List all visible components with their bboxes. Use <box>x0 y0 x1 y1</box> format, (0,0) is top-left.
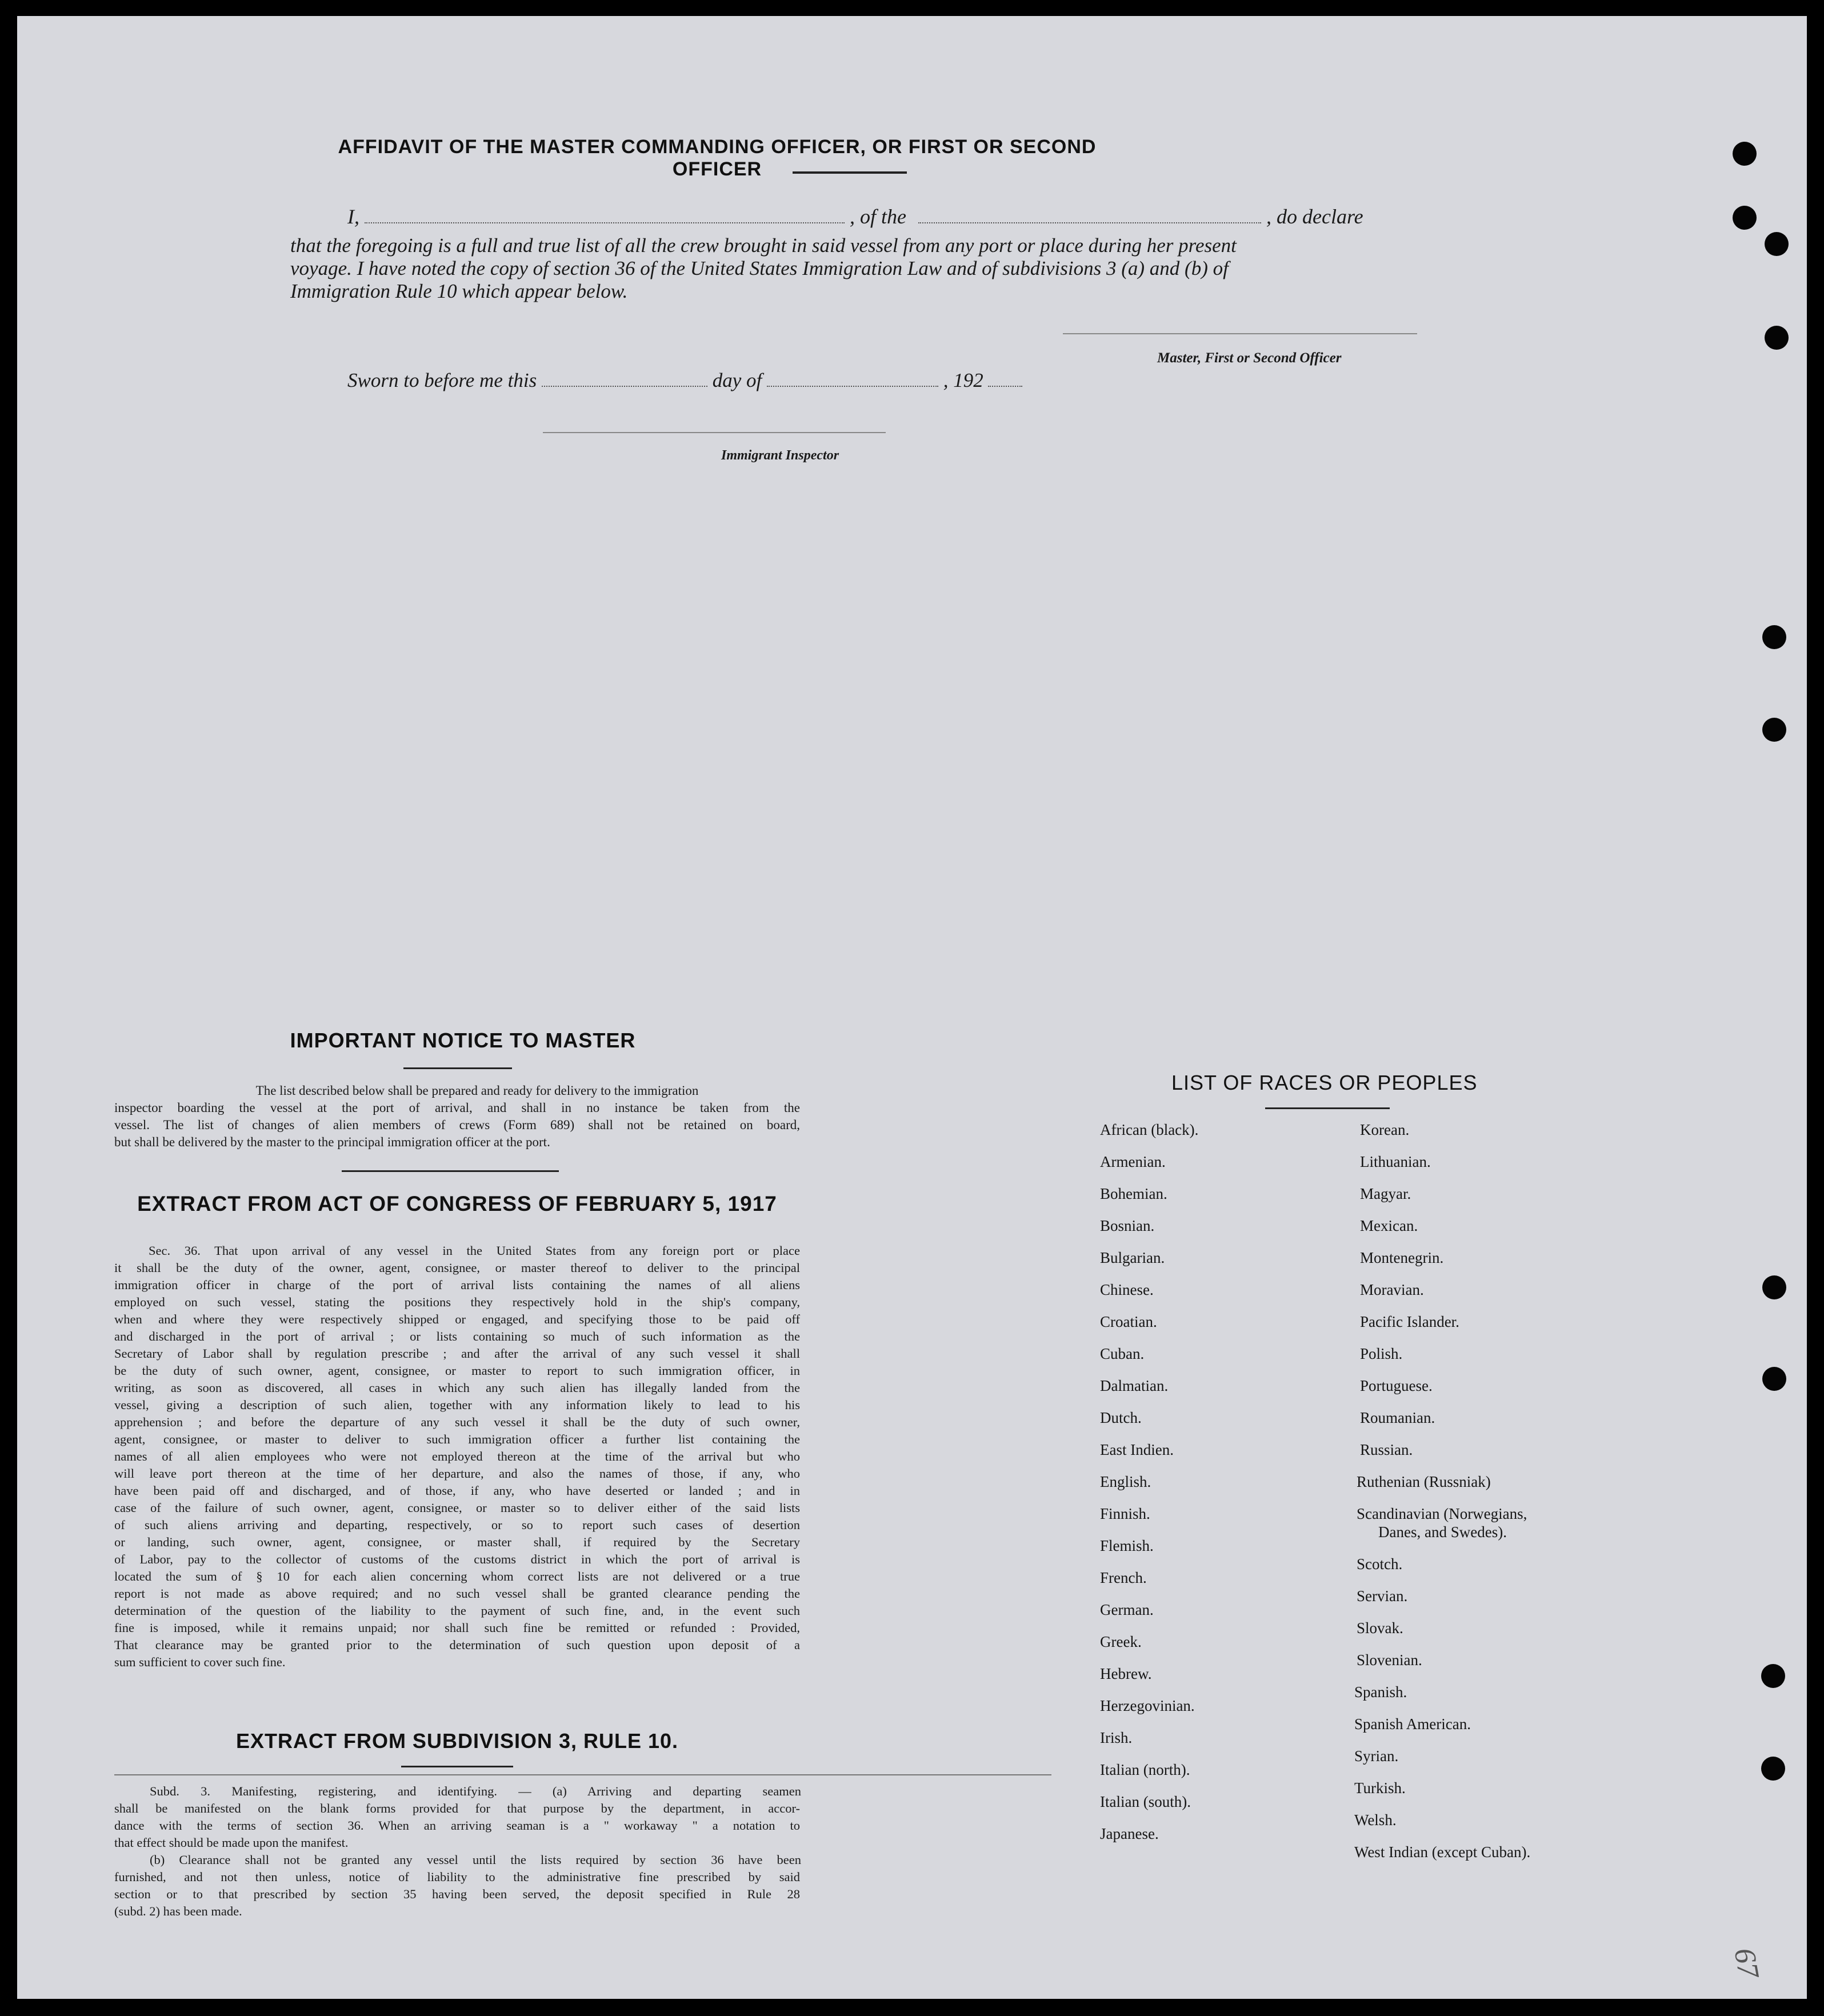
affidavit-of-the: , of the <box>850 205 906 228</box>
act-line: apprehension ; and before the departure of any such vessel it shall be the duty of such owner, <box>114 1415 800 1429</box>
act-line: writing, as soon as discovered, all cases in which any such alien has illegally landed from the <box>114 1381 800 1395</box>
signature-line[interactable] <box>1063 333 1417 334</box>
act-line: Secretary of Labor shall by regulation prescribe ; and after the arrival of any such vessel it shall <box>114 1346 800 1361</box>
race-item: Slovenian. <box>1357 1651 1422 1669</box>
day-blank[interactable] <box>542 386 707 387</box>
act-line: case of the failure of such owner, agent, consignee, or master so to deliver either of the said lists <box>114 1501 800 1515</box>
name-blank[interactable] <box>365 222 845 223</box>
binder-hole <box>1762 625 1786 649</box>
race-item: Japanese. <box>1100 1825 1159 1842</box>
inspector-label: Immigrant Inspector <box>721 448 839 463</box>
race-item: West Indian (except Cuban). <box>1354 1843 1531 1861</box>
act-line: have been paid off and discharged, and of those, if any, who have deserted or landed ; and in <box>114 1483 800 1498</box>
rule-line: (subd. 2) has been made. <box>114 1904 242 1918</box>
act-line: located the sum of § 10 for each alien concerning whom correct lists are not delivered or a true <box>114 1569 800 1583</box>
race-item: Korean. <box>1360 1121 1410 1138</box>
race-item: Ruthenian (Russniak) <box>1357 1473 1491 1490</box>
act-line: or landing, such owner, agent, consignee, or master shall, if required by the Secretary <box>114 1535 800 1549</box>
race-item: Spanish American. <box>1354 1715 1471 1733</box>
race-item: Lithuanian. <box>1360 1153 1431 1170</box>
race-item: Cuban. <box>1100 1345 1145 1362</box>
affidavit-line-1 <box>347 205 1363 229</box>
race-item: Scandinavian (Norwegians, <box>1357 1505 1527 1522</box>
rule-line: section or to that prescribed by section 35 having been served, the deposit specified in Rule 28 <box>114 1887 800 1901</box>
race-item: English. <box>1100 1473 1151 1490</box>
race-item: Herzegovinian. <box>1100 1697 1195 1714</box>
binder-hole <box>1765 326 1789 350</box>
notice-title-rule <box>403 1067 512 1069</box>
race-item: Slovak. <box>1357 1619 1403 1637</box>
race-item: Russian. <box>1360 1441 1413 1458</box>
race-item: Hebrew. <box>1100 1665 1152 1682</box>
race-item: German. <box>1100 1601 1154 1618</box>
race-item: Spanish. <box>1354 1683 1407 1701</box>
race-item: French. <box>1100 1569 1147 1586</box>
binder-hole <box>1762 1367 1786 1391</box>
sworn-line <box>347 369 1022 392</box>
binder-hole <box>1733 206 1757 230</box>
race-item: Italian (south). <box>1100 1793 1191 1810</box>
race-item: Welsh. <box>1354 1811 1397 1829</box>
year-text: , 192 <box>943 369 983 391</box>
act-line: and discharged in the port of arrival ; or lists containing so much of such information as the <box>114 1329 800 1343</box>
race-item: Magyar. <box>1360 1185 1411 1202</box>
race-item: Croatian. <box>1100 1313 1157 1330</box>
race-item: Servian. <box>1357 1587 1408 1605</box>
affidavit-line-3: voyage. I have noted the copy of section 36 of the United States Immigration Law and of subdivisions 3 (a) and (b) of <box>290 257 1229 279</box>
race-item: Flemish. <box>1100 1537 1154 1554</box>
race-item: Greek. <box>1100 1633 1142 1650</box>
race-item: Finnish. <box>1100 1505 1150 1522</box>
race-item: Italian (north). <box>1100 1761 1190 1778</box>
race-item: Dalmatian. <box>1100 1377 1169 1394</box>
race-item: Turkish. <box>1354 1779 1406 1797</box>
act-line: names of all alien employees who were not employed thereon at the time of the arrival but who <box>114 1449 800 1463</box>
race-item: Moravian. <box>1360 1281 1424 1298</box>
race-item: Irish. <box>1100 1729 1133 1746</box>
affidavit-line-4: Immigration Rule 10 which appear below. <box>290 280 628 302</box>
binder-hole <box>1762 718 1786 742</box>
act-line: determination of the question of the liability to the payment of such fine, and, in the event such <box>114 1603 800 1618</box>
affidavit-declare: , do declare <box>1266 205 1363 228</box>
notice-line: The list described below shall be prepared and ready for delivery to the immigration <box>255 1083 699 1098</box>
race-item: Portuguese. <box>1360 1377 1433 1394</box>
notice-divider <box>342 1170 559 1172</box>
margin-handwriting: 67 <box>1727 1945 1765 1981</box>
affidavit-i: I, <box>347 205 359 228</box>
rule-line: dance with the terms of section 36. When an arriving seaman is a " workaway " a notation to <box>114 1818 800 1833</box>
affidavit-line-2: that the foregoing is a full and true list of all the crew brought in said vessel from any port or place during her present <box>290 234 1237 257</box>
binder-hole <box>1765 232 1789 256</box>
race-item: Chinese. <box>1100 1281 1154 1298</box>
act-line: of such aliens arriving and departing, respectively, or so to report such cases of desertion <box>114 1518 800 1532</box>
race-item: African (black). <box>1100 1121 1199 1138</box>
sworn-text: Sworn to before me this <box>347 369 537 391</box>
signer-label: Master, First or Second Officer <box>1157 350 1342 366</box>
race-item: Bulgarian. <box>1100 1249 1165 1266</box>
race-item: Pacific Islander. <box>1360 1313 1459 1330</box>
vessel-blank[interactable] <box>918 222 1261 223</box>
act-line: it shall be the duty of the owner, agent, consignee, or master thereof to deliver to the principal <box>114 1261 800 1275</box>
act-line: immigration officer in charge of the port of arrival lists containing the names of all aliens <box>114 1278 800 1292</box>
inspector-signature-line[interactable] <box>543 432 886 433</box>
binder-hole <box>1733 142 1757 166</box>
act-line: report is not made as above required; and no such vessel shall be granted clearance pending the <box>114 1586 800 1601</box>
race-item: Danes, and Swedes). <box>1378 1523 1507 1541</box>
rule-line: furnished, and not then unless, notice of liability to the administrative fine prescribed by said <box>114 1870 800 1884</box>
notice-line: but shall be delivered by the master to the principal immigration officer at the port. <box>114 1135 550 1149</box>
page-fold-line <box>114 1774 1051 1775</box>
race-item: Bohemian. <box>1100 1185 1167 1202</box>
race-item: Armenian. <box>1100 1153 1166 1170</box>
races-title-rule <box>1265 1107 1390 1109</box>
act-line: sum sufficient to cover such fine. <box>114 1655 286 1669</box>
act-line: of Labor, pay to the collector of customs of the customs district in which the port of arrival is <box>114 1552 800 1566</box>
rule-line: (b) Clearance shall not be granted any vessel until the lists required by section 36 have been <box>150 1853 801 1867</box>
rule-line: that effect should be made upon the manifest. <box>114 1835 349 1850</box>
act-line: Sec. 36. That upon arrival of any vessel in the United States from any foreign port or place <box>149 1243 800 1258</box>
month-blank[interactable] <box>767 386 938 387</box>
act-line: employed on such vessel, stating the positions they respectively hold in the ship's company, <box>114 1295 800 1309</box>
binder-hole <box>1762 1275 1786 1299</box>
notice-title: IMPORTANT NOTICE TO MASTER <box>290 1029 636 1052</box>
year-blank[interactable] <box>988 386 1022 387</box>
affidavit-title-rule <box>793 171 907 174</box>
rule-line: Subd. 3. Manifesting, registering, and identifying. — (a) Arriving and departing seamen <box>150 1784 801 1798</box>
act-line: vessel, giving a description of such alien, together with any information likely to lead to his <box>114 1398 800 1412</box>
document-page <box>17 16 1807 1999</box>
act-line: when and where they were respectively shipped or engaged, and specifying those to be paid off <box>114 1312 800 1326</box>
act-line: That clearance may be granted prior to the determination of such question upon deposit of a <box>114 1638 800 1652</box>
race-item: Scotch. <box>1357 1555 1403 1573</box>
rule-line: shall be manifested on the blank forms provided for that purpose by the department, in accor- <box>114 1801 800 1815</box>
act-line: will leave port thereon at the time of her departure, and also the names of those, if any, who <box>114 1466 800 1481</box>
affidavit-title: AFFIDAVIT OF THE MASTER COMMANDING OFFICER, OR FIRST OR SECOND OFFICER <box>338 136 1097 180</box>
day-of-text: day of <box>712 369 762 391</box>
act-line: fine is imposed, while it remains unpaid; nor shall such fine be remitted or refunded : Provided, <box>114 1621 800 1635</box>
binder-hole <box>1761 1757 1785 1781</box>
rule-title: EXTRACT FROM SUBDIVISION 3, RULE 10. <box>235 1729 679 1753</box>
rule-title-rule <box>401 1766 513 1767</box>
race-item: Roumanian. <box>1360 1409 1435 1426</box>
act-title: EXTRACT FROM ACT OF CONGRESS OF FEBRUARY 5, 1917 <box>137 1192 777 1215</box>
race-item: East Indien. <box>1100 1441 1174 1458</box>
notice-line: vessel. The list of changes of alien members of crews (Form 689) shall not be retained on board, <box>114 1118 800 1132</box>
act-line: agent, consignee, or master to deliver to such immigration officer a further list containing the <box>114 1432 800 1446</box>
act-line: be the duty of such owner, agent, consignee, or master to report to such immigration officer, in <box>114 1363 800 1378</box>
race-item: Montenegrin. <box>1360 1249 1444 1266</box>
race-item: Bosnian. <box>1100 1217 1155 1234</box>
binder-hole <box>1761 1664 1785 1688</box>
race-item: Syrian. <box>1354 1747 1399 1765</box>
race-item: Dutch. <box>1100 1409 1142 1426</box>
notice-line: inspector boarding the vessel at the port of arrival, and shall in no instance be taken from the <box>114 1101 800 1115</box>
race-item: Mexican. <box>1360 1217 1418 1234</box>
race-item: Polish. <box>1360 1345 1403 1362</box>
races-title: LIST OF RACES OR PEOPLES <box>1171 1071 1478 1094</box>
